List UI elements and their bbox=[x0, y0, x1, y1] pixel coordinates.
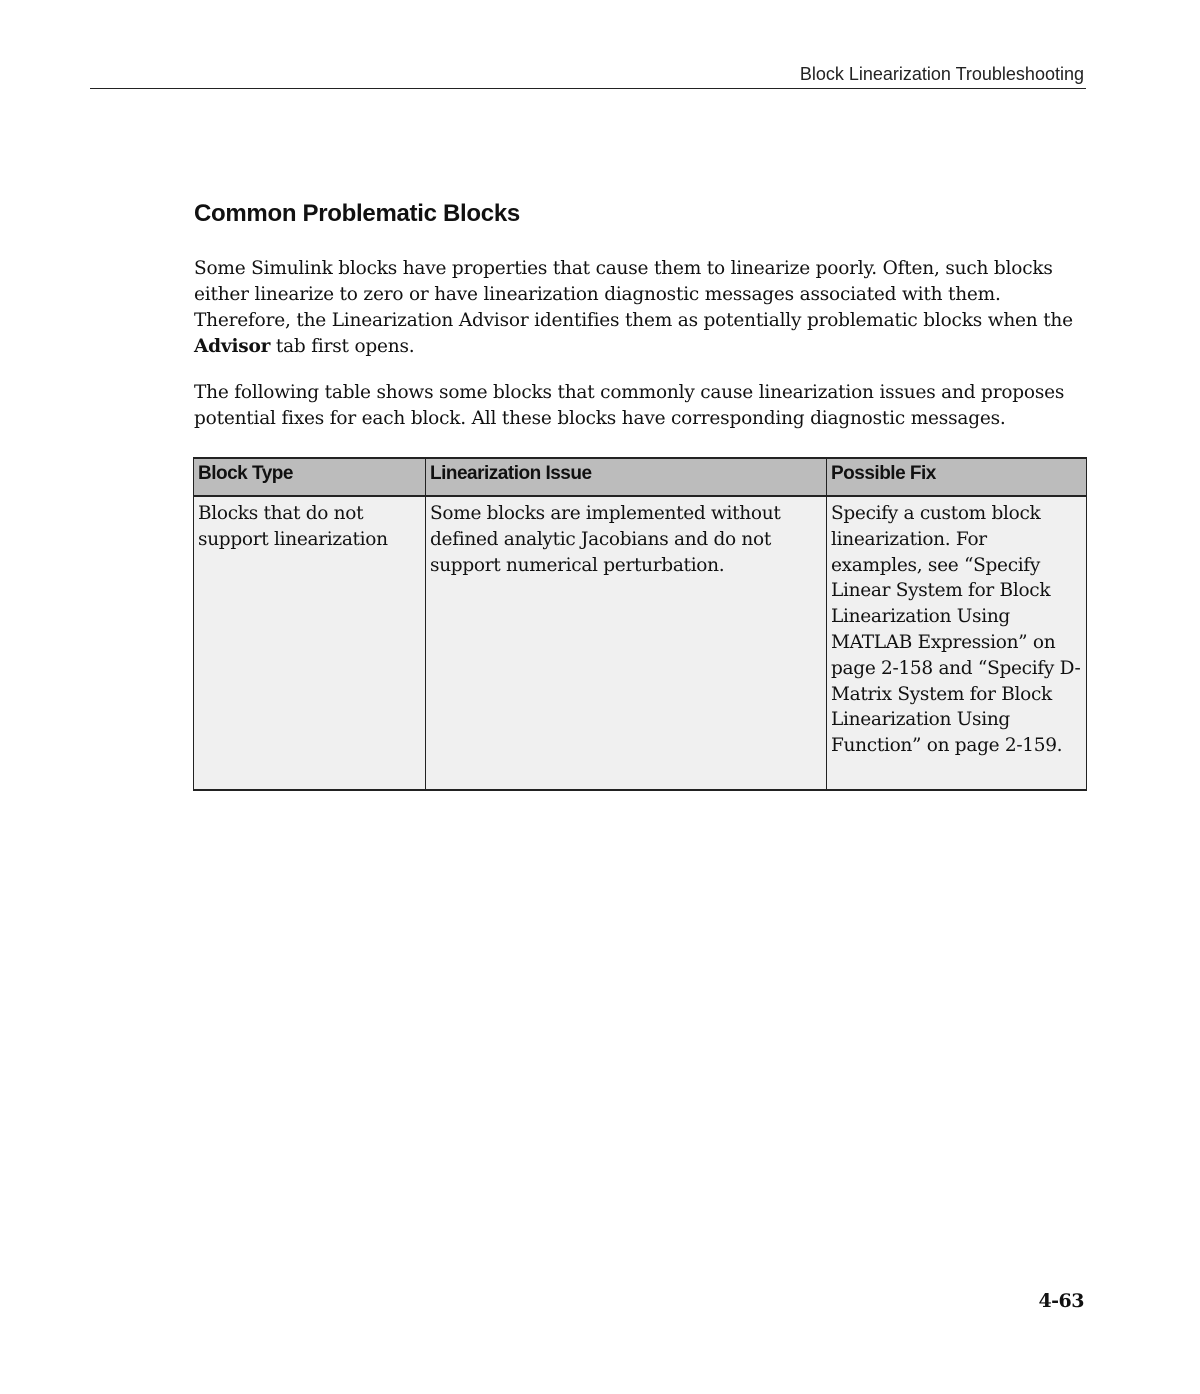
intro-text-before: Some Simulink blocks have properties that cause them to linearize poorly. Often, such blocks either linearize to zero or have linearization diagnostic messages associated with them. Therefore, the Linearization Advisor identifies them as potentially problematic blocks when the bbox=[194, 258, 1073, 331]
table-intro-paragraph: The following table shows some blocks that commonly cause linearization issues and proposes potential fixes for each block. All these blocks have corresponding diagnostic messages. bbox=[194, 382, 1065, 429]
cell-block-type: Blocks that do not support linearization bbox=[194, 496, 426, 790]
intro-paragraph bbox=[194, 256, 1078, 360]
header-block-type: Block Type bbox=[194, 458, 426, 496]
page-number: 4-63 bbox=[1038, 1290, 1084, 1312]
running-head: Block Linearization Troubleshooting bbox=[799, 64, 1084, 84]
header-rule bbox=[90, 88, 1086, 89]
header-linearization-issue: Linearization Issue bbox=[426, 458, 827, 496]
advisor-tab-name: Advisor bbox=[194, 336, 271, 357]
cell-linearization-issue: Some blocks are implemented without defined analytic Jacobians and do not support numerical perturbation. bbox=[426, 496, 827, 790]
table-row bbox=[194, 496, 1087, 790]
table-header-row bbox=[194, 458, 1087, 496]
cell-possible-fix: Specify a custom block linearization. For examples, see “Specify Linear System for Block Linearization Using MATLAB Expression” on page 2-158 and “Specify D-Matrix System for Block Linearization Using Function” on page 2-159. bbox=[827, 496, 1087, 790]
intro-text-after: tab first opens. bbox=[270, 336, 415, 357]
problematic-blocks-table bbox=[193, 457, 1087, 791]
section-title: Common Problematic Blocks bbox=[194, 200, 520, 227]
header-possible-fix: Possible Fix bbox=[827, 458, 1087, 496]
